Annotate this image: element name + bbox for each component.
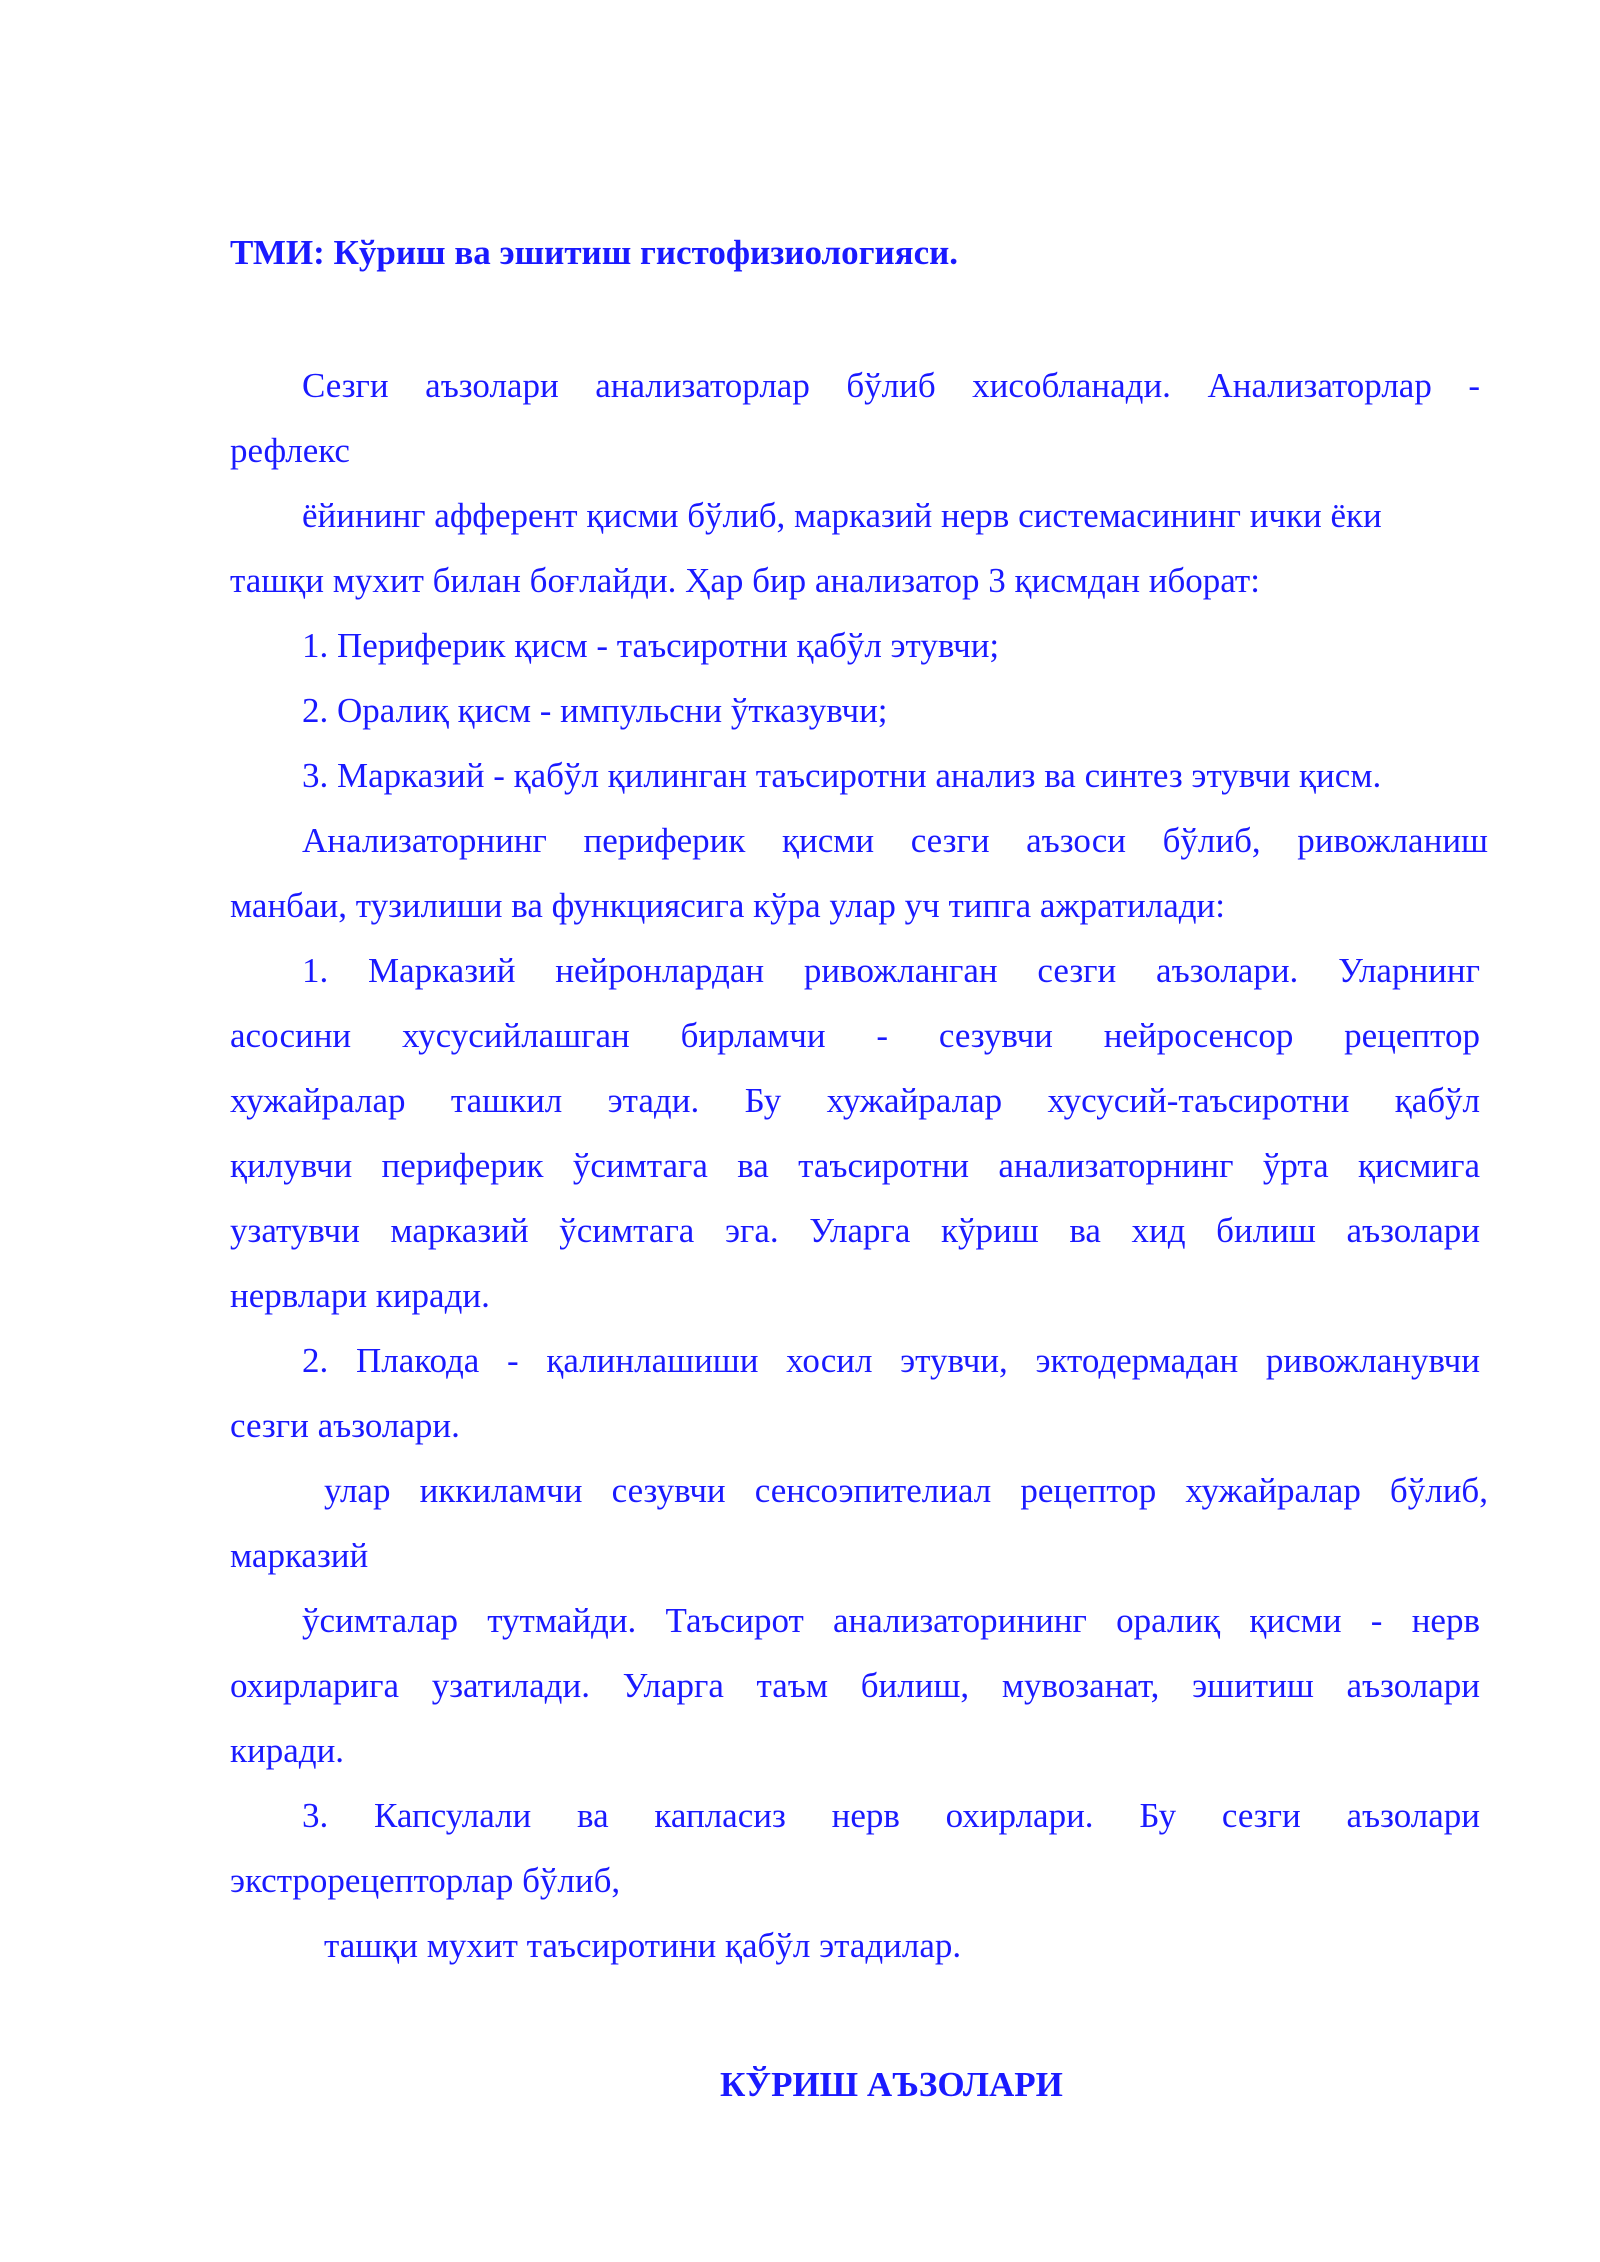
section-heading: КЎРИШ АЪЗОЛАРИ bbox=[720, 2065, 1063, 2104]
type-2-line-7: киради. bbox=[230, 1731, 345, 1770]
type-2-line-3: улар иккиламчи сезувчи сенсоэпителиал рецептор хужайралар бўлиб, bbox=[324, 1471, 1488, 1510]
type-3-line-1: 3. Капсулали ва капласиз нерв охирлари. Бу сезги аъзолари bbox=[302, 1796, 1480, 1835]
type-1-line-5: узатувчи марказий ўсимтага эга. Уларга кўриш ва хид билиш аъзолари bbox=[230, 1211, 1480, 1250]
list-item-1: 1. Периферик қисм - таъсиротни қабўл этувчи; bbox=[302, 626, 1000, 665]
document-title: ТМИ: Кўриш ва эшитиш гистофизиологияси. bbox=[230, 233, 959, 272]
type-1-line-3: хужайралар ташкил этади. Бу хужайралар хусусий-таъсиротни қабўл bbox=[230, 1081, 1480, 1120]
type-2-line-5: ўсимталар тутмайди. Таъсирот анализаторининг оралиқ қисми - нерв bbox=[302, 1601, 1480, 1640]
body-line-2: рефлекс bbox=[230, 431, 350, 470]
body-line-9: манбаи, тузилиши ва функциясига кўра улар уч типга ажратилади: bbox=[230, 886, 1226, 925]
type-1-line-4: қилувчи периферик ўсимтага ва таъсиротни анализаторнинг ўрта қисмига bbox=[230, 1146, 1480, 1185]
type-2-line-6: охирларига узатилади. Уларга таъм билиш, мувозанат, эшитиш аъзолари bbox=[230, 1666, 1480, 1705]
type-1-line-2: асосини хусусийлашган бирламчи - сезувчи нейросенсор рецептор bbox=[230, 1016, 1480, 1055]
type-2-line-4: марказий bbox=[230, 1536, 369, 1575]
type-1-line-1: 1. Марказий нейронлардан ривожланган сезги аъзолари. Уларнинг bbox=[302, 951, 1480, 990]
list-item-3: 3. Марказий - қабўл қилинган таъсиротни анализ ва синтез этувчи қисм. bbox=[302, 756, 1382, 795]
body-line-3: ёйининг афферент қисми бўлиб, марказий нерв системасининг ички ёки bbox=[302, 496, 1382, 535]
body-line-1: Сезги аъзолари анализаторлар бўлиб хисобланади. Анализаторлар - bbox=[302, 366, 1480, 405]
type-3-line-2: экстрорецепторлар бўлиб, bbox=[230, 1861, 621, 1900]
type-2-line-2: сезги аъзолари. bbox=[230, 1406, 460, 1445]
type-3-line-3: ташқи мухит таъсиротини қабўл этадилар. bbox=[324, 1926, 962, 1965]
body-line-4: ташқи мухит билан боғлайди. Ҳар бир анализатор 3 қисмдан иборат: bbox=[230, 561, 1260, 600]
body-line-8: Анализаторнинг периферик қисми сезги аъзоси бўлиб, ривожланиш bbox=[302, 821, 1488, 860]
type-2-line-1: 2. Плакода - қалинлашиши хосил этувчи, эктодермадан ривожланувчи bbox=[302, 1341, 1480, 1380]
type-1-line-6: нервлари киради. bbox=[230, 1276, 490, 1315]
list-item-2: 2. Оралиқ қисм - импульсни ўтказувчи; bbox=[302, 691, 888, 730]
